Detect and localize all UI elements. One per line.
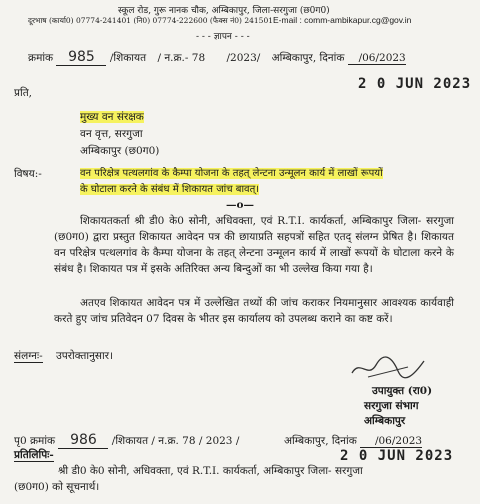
signature-designation: उपायुक्त (रा0) bbox=[372, 385, 433, 397]
signature-division: सरगुजा संभाग bbox=[364, 400, 419, 412]
recipient-line1: मुख्य वन संरक्षक bbox=[80, 111, 144, 123]
second-place-date: अम्बिकापुर, दिनांक bbox=[284, 435, 357, 447]
second-kramank-label: पृ0 क्रमांक bbox=[14, 435, 56, 447]
enclosure-label: संलग्नः- bbox=[14, 350, 43, 362]
shikayat-label: /शिकायत bbox=[109, 52, 147, 64]
separator: —o— bbox=[226, 199, 255, 211]
signature-place: अम्बिकापुर bbox=[364, 415, 406, 427]
second-nakra-label: / न.क्र. 78 / 2023 / bbox=[151, 435, 240, 447]
copy-line1: श्री डी0 के0 सोनी, अधिवक्ता, एवं R.T.I. कार्यकर्ता, अम्बिकापुर जिला- सरगुजा bbox=[58, 465, 363, 477]
copy-line2: (छ0ग0) को सूचनार्थ। bbox=[14, 481, 100, 493]
subject-line2: के घोटाला करने के संबंध में शिकायत जांच बावत्। bbox=[80, 184, 260, 195]
year-label: /2023/ bbox=[226, 52, 261, 64]
second-reference-line bbox=[14, 432, 239, 449]
recipient-line3: अम्बिकापुर (छ0ग0) bbox=[80, 145, 160, 157]
enclosure-text: उपरोक्तानुसार। bbox=[56, 350, 113, 362]
letterhead-phone: दूरभाष (कार्या0) 07774-241401 (नि0) 07774-222600 (फैक्स नं0) 241501 bbox=[28, 16, 273, 25]
reference-line bbox=[28, 49, 406, 66]
prati-label: प्रति, bbox=[14, 87, 33, 99]
subject-line1: वन परिक्षेत्र पत्थलगांव के कैम्पा योजना के तहत् लेन्टना उन्मूलन कार्य में लाखों रूपयों bbox=[80, 168, 383, 179]
letterhead-address: स्कूल रोड, गुरू नानक चौक, अम्बिकापुर, जिला-सरगुजा (छ0ग0) bbox=[118, 6, 330, 16]
body-paragraph-2: अतएव शिकायत आवेदन पत्र में उल्लेखित तथ्यों की जांच कराकर नियमानुसार आवश्यक कार्यवाही करते हुए जांच प्रतिवेदन 07 दिवस के भीतर इस कार्यालय को उपलब्ध कराने का कष्ट करें। bbox=[54, 297, 454, 325]
body-paragraph-1: शिकायतकर्ता श्री डी0 के0 सोनी, अधिवक्ता, एवं R.T.I. कार्यकर्ता, अम्बिकापुर जिला- सरगुजा (छ0ग0) द्वारा प्रस्तुत शिकायत आवेदन पत्र की छायाप्रति सहपत्रों सहित एतद् संलग्न प्रेषित है। शिकायत वन परिक्षेत्र पत्थलगांव के कैम्पा योजना के तहत् लेन्टना उन्मूलन कार्य में लाखों रूपयों के घोटाला करने के संबंध है। शिकायत पत्र में इसके अतिरिक्त अन्य बिन्दुओं का भी उल्लेख किया गया है। bbox=[54, 215, 454, 275]
memo-heading: - - - ज्ञापन - - - bbox=[196, 32, 250, 42]
place-date-label: अम्बिकापुर, दिनांक bbox=[271, 52, 345, 64]
enclosure-line bbox=[14, 349, 113, 363]
copy-label: प्रतिलिपिः- bbox=[14, 449, 54, 461]
memo-word: ज्ञापन bbox=[213, 32, 232, 42]
subject-label: विषय:- bbox=[14, 168, 42, 180]
kramank-label: क्रमांक bbox=[28, 52, 54, 64]
nakra-label: / न.क्र.- 78 bbox=[157, 52, 206, 64]
recipient-line2: वन वृत्त, सरगुजा bbox=[80, 128, 143, 140]
second-kramank-number: 986 bbox=[58, 432, 108, 449]
letterhead-email: E-mail : comm-ambikapur.cg@gov.in bbox=[273, 15, 412, 25]
kramank-number: 985 bbox=[56, 49, 106, 66]
dispatch-date-stamp: 2 0 JUN 2023 bbox=[340, 448, 454, 464]
second-date-line bbox=[284, 434, 422, 448]
second-date-value: /06/2023 bbox=[360, 435, 422, 448]
received-date-stamp: 2 0 JUN 2023 bbox=[358, 76, 472, 92]
signature-image bbox=[348, 353, 428, 381]
second-shikayat-label: /शिकायत bbox=[111, 435, 149, 447]
date-value: /06/2023 bbox=[348, 52, 406, 65]
